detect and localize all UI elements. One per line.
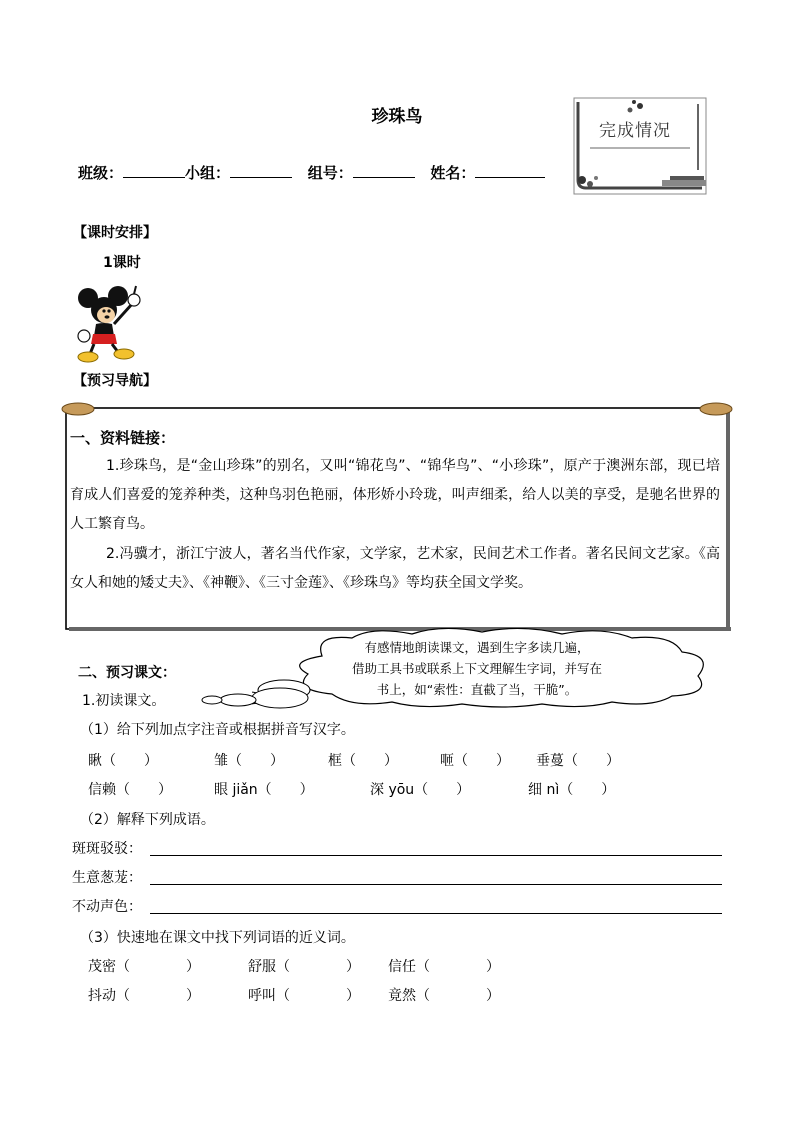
idiom-answer-line[interactable]: [150, 884, 722, 885]
group-no-label: 组号：: [307, 164, 353, 182]
pinyin-item[interactable]: 深 yōu（ ）: [370, 782, 471, 798]
pinyin-item[interactable]: 眼 jiǎn（ ）: [214, 782, 314, 798]
resource-paragraph-1: 1.珍珠鸟，是“金山珍珠”的别名，又叫“锦花鸟”、“锦华鸟”、“小珍珠”，原产于澳洲东部，现已培育成人们喜爱的笼养种类，这种鸟羽色艳丽，体形娇小玲珑，叫声细柔，给人以美的享受，是驰名世界的人工繁育鸟。: [70, 458, 720, 532]
schedule-value: 1课时: [103, 255, 141, 271]
synonym-item[interactable]: 竟然（ ）: [388, 988, 500, 1004]
resources-heading: 一、资料链接：: [70, 429, 176, 447]
idiom-label: 不动声色：: [72, 899, 142, 915]
idiom-label: 斑斑驳驳：: [72, 841, 142, 857]
cloud-tail-bubbles: [200, 684, 310, 714]
mickey-mouse-illustration: [74, 284, 144, 364]
cloud-line-1: 有感情地朗读课文，遇到生字多读几遍，: [364, 640, 590, 655]
synonym-item[interactable]: 舒服（ ）: [248, 959, 360, 975]
synonym-item[interactable]: 茂密（ ）: [88, 959, 200, 975]
pinyin-item[interactable]: 垂蔓（ ）: [536, 753, 620, 769]
idiom-answer-line[interactable]: [150, 855, 722, 856]
preview-lesson-heading: 二、预习课文：: [78, 665, 176, 681]
name-field[interactable]: [475, 163, 545, 178]
completion-label: 完成情况: [599, 121, 671, 141]
pinyin-item[interactable]: 咂（ ）: [440, 753, 510, 769]
completion-stamp-frame: [572, 96, 708, 196]
idiom-label: 生意葱茏：: [72, 870, 142, 886]
page-title: 珍珠鸟: [371, 107, 423, 127]
name-label: 姓名：: [430, 164, 476, 182]
student-info-row: [78, 162, 545, 183]
pinyin-item[interactable]: 细 nì（ ）: [528, 782, 616, 798]
group-no-field[interactable]: [353, 163, 415, 178]
group-field[interactable]: [230, 163, 292, 178]
schedule-heading: 【课时安排】: [73, 225, 157, 241]
question-3: （3）快速地在课文中找下列词语的近义词。: [80, 930, 355, 946]
cloud-line-3: 书上，如“索性：直截了当，干脆”。: [376, 682, 578, 697]
synonym-item[interactable]: 信任（ ）: [388, 959, 500, 975]
cloud-instruction-text: [327, 637, 627, 700]
pinyin-item[interactable]: 瞅（ ）: [88, 753, 158, 769]
preview-heading: 【预习导航】: [73, 373, 157, 389]
pinyin-item[interactable]: 信赖（ ）: [88, 782, 172, 798]
synonym-item[interactable]: 抖动（ ）: [88, 988, 200, 1004]
pinyin-item[interactable]: 框（ ）: [328, 753, 398, 769]
step-1-label: 1.初读课文。: [82, 693, 166, 709]
cloud-line-2: 借助工具书或联系上下文理解生字词，并写在: [351, 661, 602, 676]
question-2: （2）解释下列成语。: [80, 812, 215, 828]
idiom-answer-line[interactable]: [150, 913, 722, 914]
question-1: （1）给下列加点字注音或根据拼音写汉字。: [80, 722, 355, 738]
pinyin-item[interactable]: 雏（ ）: [214, 753, 284, 769]
class-label: 班级：: [78, 164, 124, 182]
resource-paragraph-2: 2.冯骥才，浙江宁波人，著名当代作家，文学家，艺术家，民间艺术工作者。著名民间文艺家。《高女人和她的矮丈夫》、《神鞭》、《三寸金莲》、《珍珠鸟》等均获全国文学奖。: [70, 546, 720, 591]
group-label: 小组：: [185, 164, 231, 182]
class-field[interactable]: [123, 163, 185, 178]
synonym-item[interactable]: 呼叫（ ）: [248, 988, 360, 1004]
